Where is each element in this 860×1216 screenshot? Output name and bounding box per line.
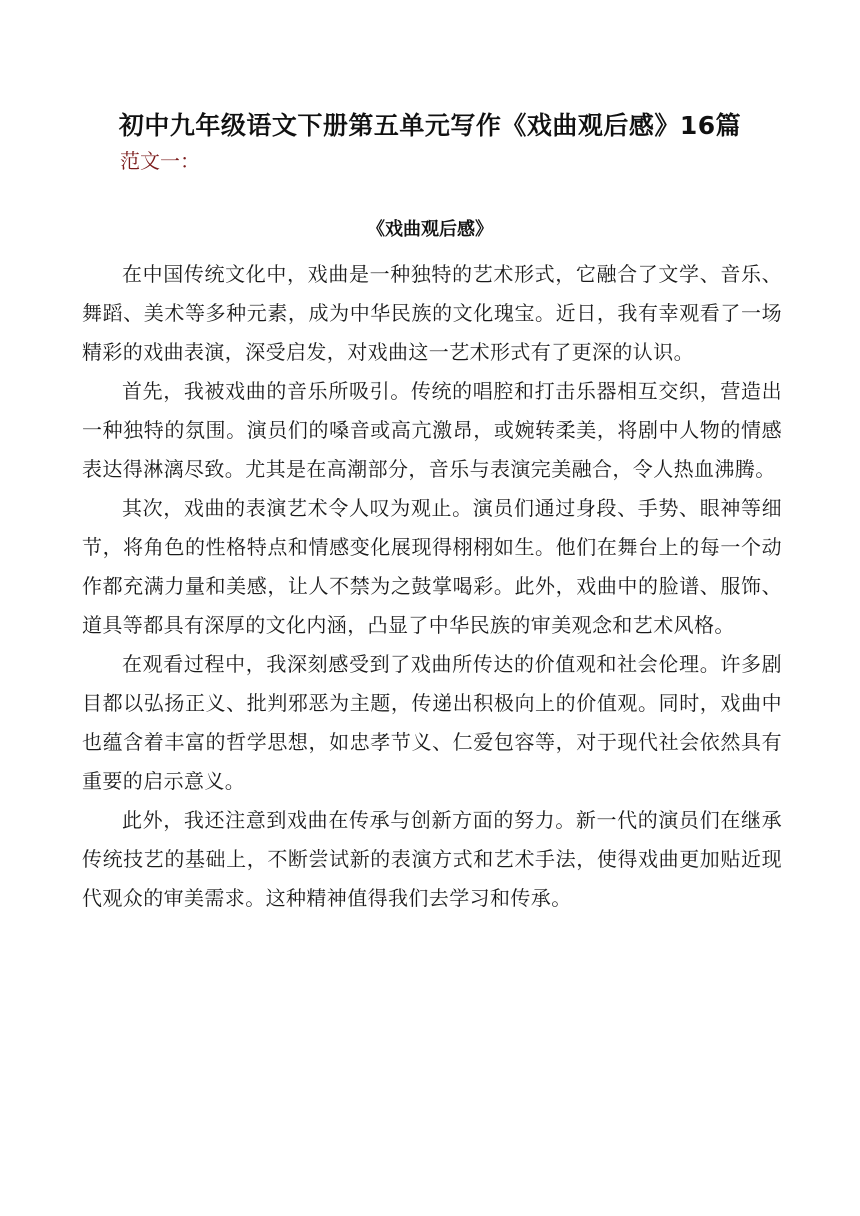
paragraph: 在中国传统文化中，戏曲是一种独特的艺术形式，它融合了文学、音乐、舞蹈、美术等多种元素，成为中华民族的文化瑰宝。近日，我有幸观看了一场精彩的戏曲表演，深受启发，对戏曲这一艺术形式有了更深的认识。 xyxy=(82,262,782,364)
document-title: 初中九年级语文下册第五单元写作《戏曲观后感》16篇 xyxy=(118,111,742,140)
paragraph: 其次，戏曲的表演艺术令人叹为观止。演员们通过身段、手势、眼神等细节，将角色的性格特点和情感变化展现得栩栩如生。他们在舞台上的每一个动作都充满力量和美感，让人不禁为之鼓掌喝彩。此外，戏曲中的脸谱、服饰、道具等都具有深厚的文化内涵，凸显了中华民族的审美观念和艺术风格。 xyxy=(82,496,782,637)
paragraph: 此外，我还注意到戏曲在传承与创新方面的努力。新一代的演员们在继承传统技艺的基础上，不断尝试新的表演方式和艺术手法，使得戏曲更加贴近现代观众的审美需求。这种精神值得我们去学习和传承。 xyxy=(82,808,782,910)
paragraph: 首先，我被戏曲的音乐所吸引。传统的唱腔和打击乐器相互交织，营造出一种独特的氛围。演员们的嗓音或高亢激昂，或婉转柔美，将剧中人物的情感表达得淋漓尽致。尤其是在高潮部分，音乐与表演完美融合，令人热血沸腾。 xyxy=(82,379,782,481)
essay-body xyxy=(82,255,782,918)
essay-title: 《戏曲观后感》 xyxy=(367,219,493,240)
paragraph: 在观看过程中，我深刻感受到了戏曲所传达的价值观和社会伦理。许多剧目都以弘扬正义、批判邪恶为主题，传递出积极向上的价值观。同时，戏曲中也蕴含着丰富的哲学思想，如忠孝节义、仁爱包容等，对于现代社会依然具有重要的启示意义。 xyxy=(82,652,782,793)
section-label: 范文一： xyxy=(120,149,200,173)
